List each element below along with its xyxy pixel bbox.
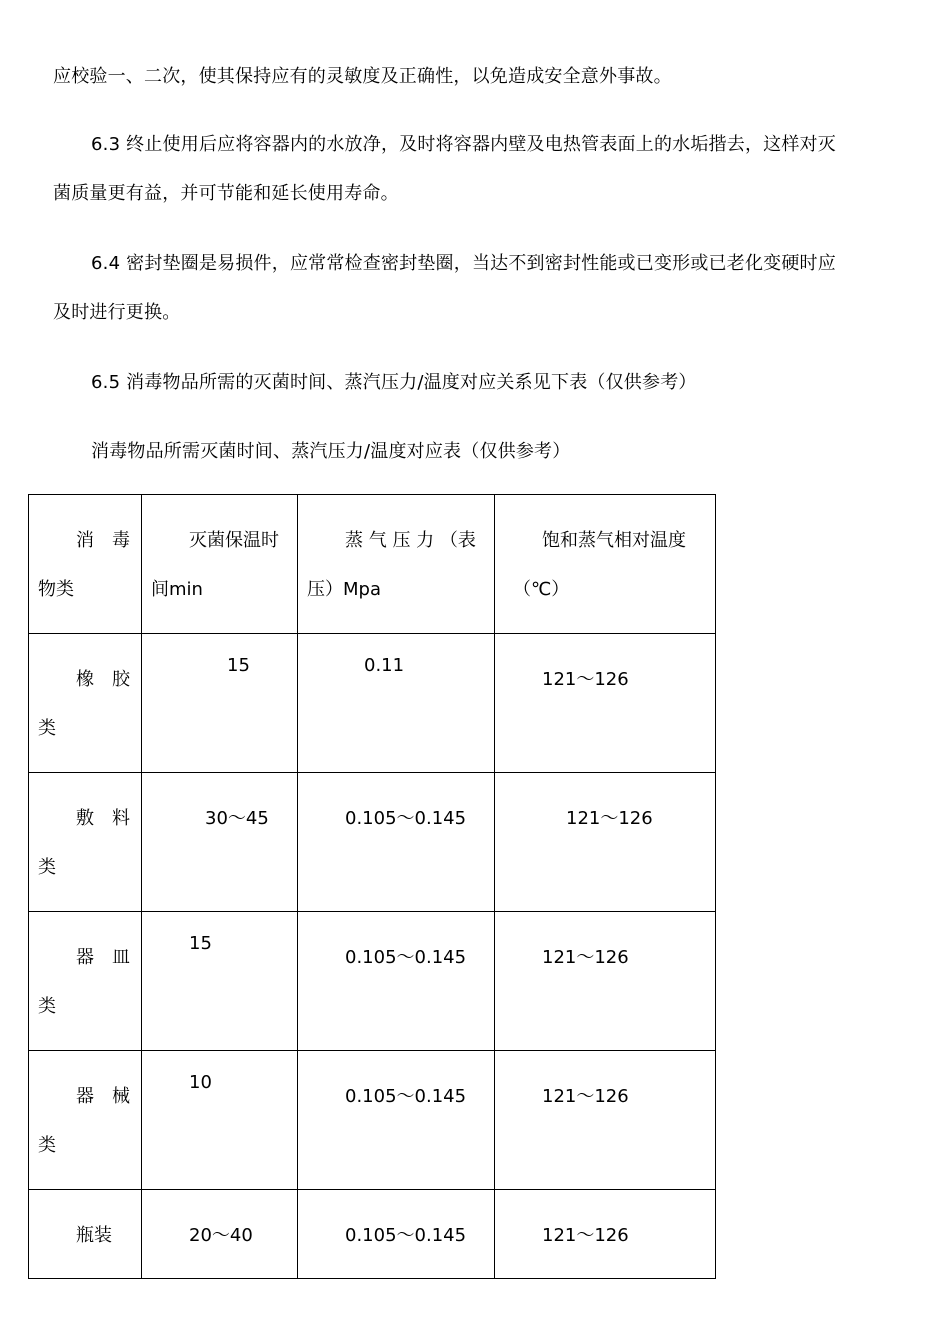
- table-caption: 消毒物品所需灭菌时间、蒸汽压力/温度对应表（仅供参考）: [91, 441, 571, 462]
- header-cell-time: [142, 495, 298, 634]
- category-line1: 敷 料: [76, 808, 130, 829]
- header-cell-pressure: [298, 495, 495, 634]
- pressure-value: 0.105～0.145: [345, 947, 467, 968]
- header-cell-temperature: [495, 495, 716, 634]
- category-cell: [29, 773, 142, 912]
- paragraph-6-3-line1: 6.3 终止使用后应将容器内的水放净，及时将容器内壁及电热管表面上的水垢揩去，这样对灭: [91, 134, 836, 155]
- pressure-value: 0.105～0.145: [345, 1086, 467, 1107]
- header-category-line1: 消 毒: [76, 530, 130, 551]
- pressure-cell: [298, 1051, 495, 1190]
- category-line1: 瓶装: [76, 1225, 112, 1246]
- category-cell: [29, 1051, 142, 1190]
- category-cell: [29, 634, 142, 773]
- paragraph-6-4-line2: 及时进行更换。: [53, 302, 181, 323]
- temperature-cell: [495, 1190, 716, 1279]
- time-cell: [142, 912, 298, 1051]
- category-line2: 类: [38, 996, 56, 1017]
- category-line1: 器 皿: [76, 947, 130, 968]
- table-row: [29, 1190, 716, 1279]
- category-line1: 器 械: [76, 1086, 130, 1107]
- table-header-row: [29, 495, 716, 634]
- temperature-cell: [495, 634, 716, 773]
- pressure-value: 0.11: [364, 655, 405, 676]
- pressure-value: 0.105～0.145: [345, 1225, 467, 1246]
- paragraph-6-3-line2: 菌质量更有益，并可节能和延长使用寿命。: [53, 183, 399, 204]
- time-cell: [142, 1190, 298, 1279]
- time-cell: [142, 634, 298, 773]
- time-value: 10: [189, 1072, 212, 1093]
- category-cell: [29, 912, 142, 1051]
- category-line2: 类: [38, 1135, 56, 1156]
- paragraph-6-4-line1: 6.4 密封垫圈是易损件，应常常检查密封垫圈，当达不到密封性能或已变形或已老化变硬时应: [91, 253, 836, 274]
- table-row: [29, 912, 716, 1051]
- time-value: 20～40: [189, 1225, 253, 1246]
- pressure-cell: [298, 1190, 495, 1279]
- header-temperature-line2: （℃）: [513, 579, 570, 600]
- pressure-cell: [298, 773, 495, 912]
- time-value: 15: [189, 933, 212, 954]
- category-line1: 橡 胶: [76, 669, 130, 690]
- paragraph-6-5: 6.5 消毒物品所需的灭菌时间、蒸汽压力/温度对应关系见下表（仅供参考）: [91, 372, 697, 393]
- time-cell: [142, 773, 298, 912]
- sterilization-table: [28, 494, 716, 1279]
- header-cell-category: [29, 495, 142, 634]
- header-time-line1: 灭菌保温时: [189, 530, 279, 551]
- temperature-value: 121～126: [542, 947, 629, 968]
- time-value: 15: [227, 655, 250, 676]
- table-row: [29, 634, 716, 773]
- header-time-line2: 间min: [151, 579, 203, 600]
- temperature-value: 121～126: [542, 669, 629, 690]
- time-cell: [142, 1051, 298, 1190]
- table-row: [29, 1051, 716, 1190]
- temperature-value: 121～126: [542, 1086, 629, 1107]
- pressure-cell: [298, 634, 495, 773]
- category-cell: [29, 1190, 142, 1279]
- paragraph-6-2-continuation: 应校验一、二次，使其保持应有的灵敏度及正确性，以免造成安全意外事故。: [53, 66, 672, 87]
- pressure-cell: [298, 912, 495, 1051]
- header-category-line2: 物类: [38, 579, 74, 600]
- temperature-cell: [495, 773, 716, 912]
- temperature-cell: [495, 1051, 716, 1190]
- time-value: 30～45: [205, 808, 269, 829]
- header-pressure-line1: 蒸 气 压 力 （表: [345, 530, 476, 551]
- header-temperature-line1: 饱和蒸气相对温度: [542, 530, 686, 551]
- temperature-value: 121～126: [566, 808, 653, 829]
- temperature-cell: [495, 912, 716, 1051]
- temperature-value: 121～126: [542, 1225, 629, 1246]
- table-row: [29, 773, 716, 912]
- category-line2: 类: [38, 718, 56, 739]
- category-line2: 类: [38, 857, 56, 878]
- pressure-value: 0.105～0.145: [345, 808, 467, 829]
- header-pressure-line2: 压）Mpa: [307, 579, 381, 600]
